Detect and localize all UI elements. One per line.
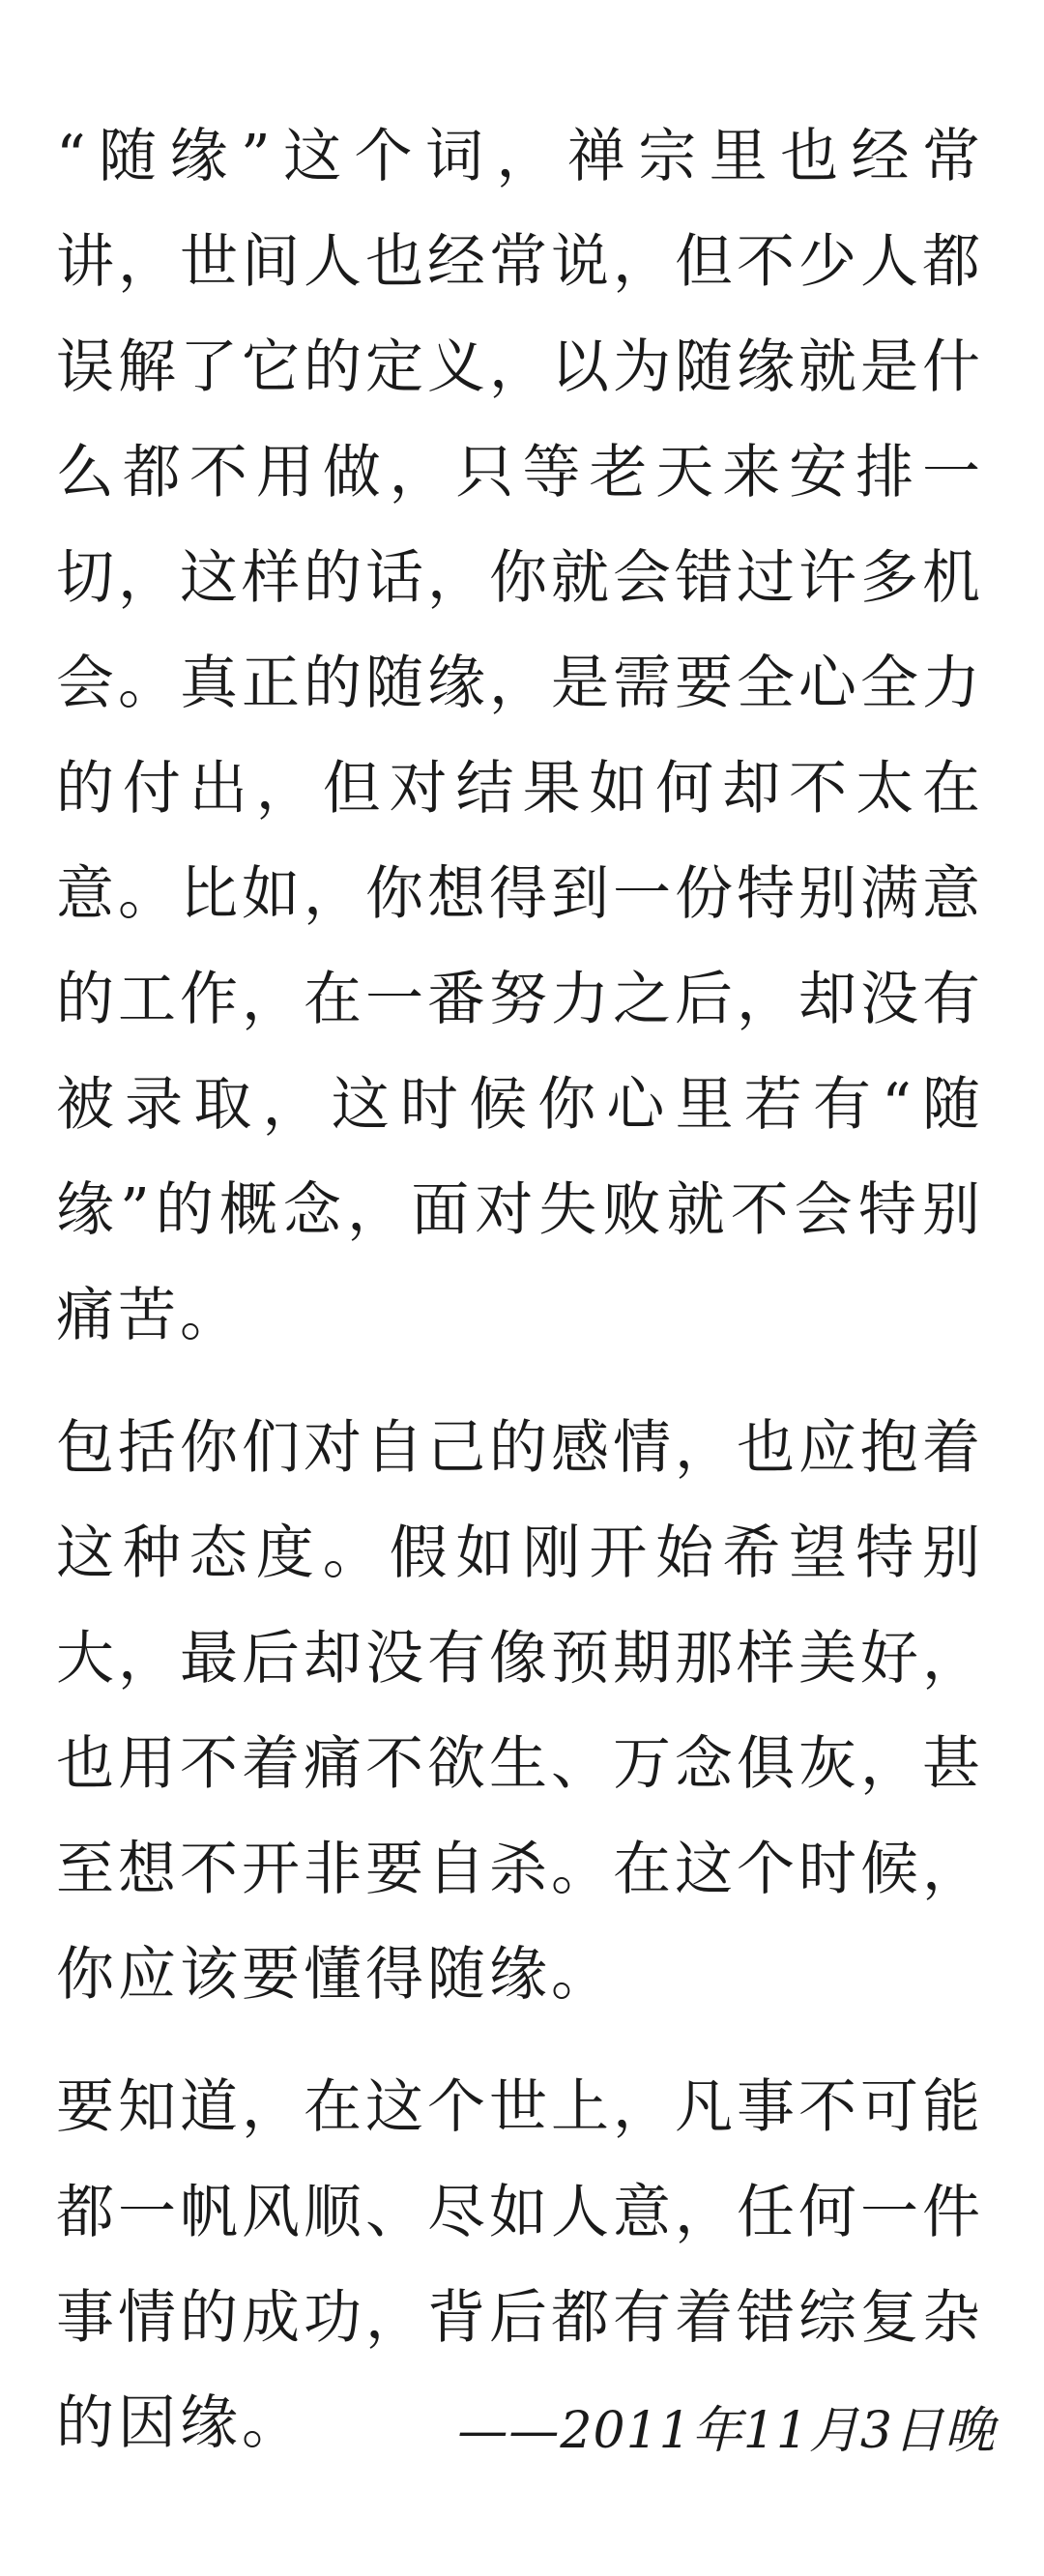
date-signature: ——2011年11月3日晚 bbox=[457, 2402, 996, 2460]
article-body bbox=[56, 104, 984, 2476]
paragraph-3: 要知道，在这个世上，凡事不可能都一帆风顺、尽如人意，任何一件事情的成功，背后都有着错综复杂的因缘。 bbox=[56, 2073, 984, 2457]
paragraph-2: 包括你们对自己的感情，也应抱着这种态度。假如刚开始希望特别大，最后却没有像预期那样美好，也用不着痛不欲生、万念俱灰，甚至想不开非要自杀。在这个时候，你应该要懂得随缘。 bbox=[56, 1414, 984, 2009]
paragraph-1: “随缘”这个词，禅宗里也经常讲，世间人也经常说，但不少人都误解了它的定义，以为随缘就是什么都不用做，只等老天来安排一切，这样的话，你就会错过许多机会。真正的随缘，是需要全心全力的付出，但对结果如何却不太在意。比如，你想得到一份特别满意的工作，在一番努力之后，却没有被录取，这时候你心里若有“随缘”的概念，面对失败就不会特别痛苦。 bbox=[56, 123, 984, 1349]
